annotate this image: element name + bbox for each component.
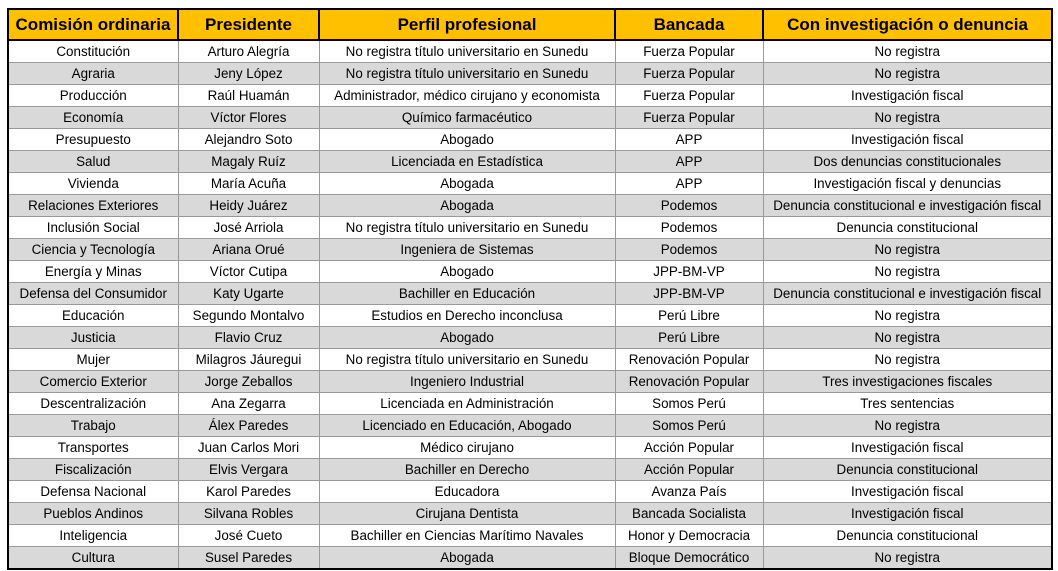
cell-investigation[interactable]: Investigación fiscal bbox=[763, 129, 1052, 151]
cell-commission[interactable]: Inteligencia bbox=[8, 525, 178, 547]
cell-profile[interactable]: No registra título universitario en Sunedu bbox=[319, 40, 615, 63]
cell-commission[interactable]: Pueblos Andinos bbox=[8, 503, 178, 525]
table-row bbox=[8, 371, 1052, 393]
table-row bbox=[8, 437, 1052, 459]
cell-party[interactable]: APP bbox=[615, 173, 763, 195]
cell-investigation[interactable]: Investigación fiscal bbox=[763, 85, 1052, 107]
cell-president[interactable]: Jeny López bbox=[178, 63, 319, 85]
cell-party[interactable]: Fuerza Popular bbox=[615, 107, 763, 129]
cell-party[interactable]: Fuerza Popular bbox=[615, 63, 763, 85]
table-row bbox=[8, 239, 1052, 261]
cell-profile[interactable]: Licenciada en Estadística bbox=[319, 151, 615, 173]
cell-president[interactable]: Víctor Flores bbox=[178, 107, 319, 129]
table-row bbox=[8, 195, 1052, 217]
cell-president[interactable]: Víctor Cutipa bbox=[178, 261, 319, 283]
cell-president[interactable]: Arturo Alegría bbox=[178, 40, 319, 63]
cell-party[interactable]: Acción Popular bbox=[615, 437, 763, 459]
table-row bbox=[8, 129, 1052, 151]
cell-commission[interactable]: Transportes bbox=[8, 437, 178, 459]
header-row bbox=[8, 9, 1052, 40]
cell-commission[interactable]: Inclusión Social bbox=[8, 217, 178, 239]
cell-investigation[interactable]: Denuncia constitucional e investigación fiscal bbox=[763, 195, 1052, 217]
committees-table-container bbox=[7, 8, 1051, 570]
cell-party[interactable]: Perú Libre bbox=[615, 327, 763, 349]
cell-commission[interactable]: Salud bbox=[8, 151, 178, 173]
table-row bbox=[8, 151, 1052, 173]
table-row bbox=[8, 63, 1052, 85]
table-row bbox=[8, 459, 1052, 481]
cell-president[interactable]: Katy Ugarte bbox=[178, 283, 319, 305]
cell-party[interactable]: APP bbox=[615, 151, 763, 173]
cell-party[interactable]: Bloque Democrático bbox=[615, 547, 763, 570]
cell-investigation[interactable]: Denuncia constitucional e investigación fiscal bbox=[763, 283, 1052, 305]
cell-investigation[interactable]: Tres sentencias bbox=[763, 393, 1052, 415]
cell-party[interactable]: Acción Popular bbox=[615, 459, 763, 481]
cell-president[interactable]: Ariana Orué bbox=[178, 239, 319, 261]
cell-party[interactable]: Podemos bbox=[615, 239, 763, 261]
cell-investigation[interactable]: No registra bbox=[763, 349, 1052, 371]
cell-investigation[interactable]: No registra bbox=[763, 40, 1052, 63]
cell-profile[interactable]: Abogada bbox=[319, 195, 615, 217]
header-party[interactable]: Bancada bbox=[615, 9, 763, 40]
cell-profile[interactable]: No registra título universitario en Sunedu bbox=[319, 63, 615, 85]
cell-commission[interactable]: Justicia bbox=[8, 327, 178, 349]
cell-profile[interactable]: Licenciado en Educación, Abogado bbox=[319, 415, 615, 437]
cell-investigation[interactable]: Denuncia constitucional bbox=[763, 525, 1052, 547]
cell-profile[interactable]: Educadora bbox=[319, 481, 615, 503]
committees-table bbox=[7, 8, 1053, 570]
cell-president[interactable]: Elvis Vergara bbox=[178, 459, 319, 481]
table-row bbox=[8, 85, 1052, 107]
cell-commission[interactable]: Descentralización bbox=[8, 393, 178, 415]
cell-profile[interactable]: Administrador, médico cirujano y economista bbox=[319, 85, 615, 107]
cell-commission[interactable]: Producción bbox=[8, 85, 178, 107]
cell-party[interactable]: Podemos bbox=[615, 217, 763, 239]
cell-commission[interactable]: Ciencia y Tecnología bbox=[8, 239, 178, 261]
cell-profile[interactable]: Abogado bbox=[319, 261, 615, 283]
cell-profile[interactable]: Abogada bbox=[319, 173, 615, 195]
cell-investigation[interactable]: Tres investigaciones fiscales bbox=[763, 371, 1052, 393]
table-row bbox=[8, 327, 1052, 349]
cell-president[interactable]: Ana Zegarra bbox=[178, 393, 319, 415]
cell-party[interactable]: Honor y Democracia bbox=[615, 525, 763, 547]
cell-president[interactable]: María Acuña bbox=[178, 173, 319, 195]
cell-party[interactable]: Avanza País bbox=[615, 481, 763, 503]
table-row bbox=[8, 393, 1052, 415]
cell-profile[interactable]: Médico cirujano bbox=[319, 437, 615, 459]
cell-profile[interactable]: Abogado bbox=[319, 129, 615, 151]
table-row bbox=[8, 415, 1052, 437]
cell-commission[interactable]: Relaciones Exteriores bbox=[8, 195, 178, 217]
cell-profile[interactable]: Ingeniero Industrial bbox=[319, 371, 615, 393]
cell-profile[interactable]: Estudios en Derecho inconclusa bbox=[319, 305, 615, 327]
cell-commission[interactable]: Trabajo bbox=[8, 415, 178, 437]
cell-investigation[interactable]: Investigación fiscal bbox=[763, 503, 1052, 525]
cell-profile[interactable]: Abogada bbox=[319, 547, 615, 570]
cell-profile[interactable]: Bachiller en Derecho bbox=[319, 459, 615, 481]
cell-party[interactable]: Somos Perú bbox=[615, 415, 763, 437]
cell-investigation[interactable]: No registra bbox=[763, 305, 1052, 327]
cell-party[interactable]: Fuerza Popular bbox=[615, 40, 763, 63]
cell-president[interactable]: Juan Carlos Mori bbox=[178, 437, 319, 459]
cell-party[interactable]: Fuerza Popular bbox=[615, 85, 763, 107]
table-row bbox=[8, 217, 1052, 239]
cell-commission[interactable]: Presupuesto bbox=[8, 129, 178, 151]
cell-president[interactable]: Silvana Robles bbox=[178, 503, 319, 525]
table-row bbox=[8, 283, 1052, 305]
cell-commission[interactable]: Economía bbox=[8, 107, 178, 129]
cell-president[interactable]: Alejandro Soto bbox=[178, 129, 319, 151]
table-row bbox=[8, 525, 1052, 547]
cell-investigation[interactable]: Dos denuncias constitucionales bbox=[763, 151, 1052, 173]
table-row bbox=[8, 305, 1052, 327]
header-investigation[interactable]: Con investigación o denuncia bbox=[763, 9, 1052, 40]
cell-president[interactable]: José Cueto bbox=[178, 525, 319, 547]
cell-profile[interactable]: Abogado bbox=[319, 327, 615, 349]
cell-commission[interactable]: Educación bbox=[8, 305, 178, 327]
cell-investigation[interactable]: No registra bbox=[763, 107, 1052, 129]
cell-party[interactable]: Somos Perú bbox=[615, 393, 763, 415]
cell-profile[interactable]: Cirujana Dentista bbox=[319, 503, 615, 525]
cell-commission[interactable]: Defensa del Consumidor bbox=[8, 283, 178, 305]
table-row bbox=[8, 173, 1052, 195]
cell-investigation[interactable]: No registra bbox=[763, 415, 1052, 437]
cell-profile[interactable]: No registra título universitario en Sunedu bbox=[319, 349, 615, 371]
cell-investigation[interactable]: Denuncia constitucional bbox=[763, 459, 1052, 481]
cell-investigation[interactable]: Investigación fiscal bbox=[763, 481, 1052, 503]
cell-president[interactable]: Raúl Huamán bbox=[178, 85, 319, 107]
cell-president[interactable]: Susel Paredes bbox=[178, 547, 319, 570]
cell-profile[interactable]: Bachiller en Ciencias Marítimo Navales bbox=[319, 525, 615, 547]
cell-commission[interactable]: Energía y Minas bbox=[8, 261, 178, 283]
cell-president[interactable]: Milagros Jáuregui bbox=[178, 349, 319, 371]
cell-party[interactable]: JPP-BM-VP bbox=[615, 283, 763, 305]
cell-party[interactable]: Renovación Popular bbox=[615, 371, 763, 393]
table-row bbox=[8, 261, 1052, 283]
cell-commission[interactable]: Defensa Nacional bbox=[8, 481, 178, 503]
cell-investigation[interactable]: No registra bbox=[763, 547, 1052, 570]
cell-investigation[interactable]: No registra bbox=[763, 239, 1052, 261]
cell-profile[interactable]: No registra título universitario en Sunedu bbox=[319, 217, 615, 239]
cell-commission[interactable]: Constitución bbox=[8, 40, 178, 63]
cell-president[interactable]: Karol Paredes bbox=[178, 481, 319, 503]
cell-party[interactable]: APP bbox=[615, 129, 763, 151]
cell-party[interactable]: Perú Libre bbox=[615, 305, 763, 327]
cell-president[interactable]: José Arriola bbox=[178, 217, 319, 239]
cell-commission[interactable]: Comercio Exterior bbox=[8, 371, 178, 393]
header-commission[interactable]: Comisión ordinaria bbox=[8, 9, 178, 40]
table-row bbox=[8, 107, 1052, 129]
cell-president[interactable]: Segundo Montalvo bbox=[178, 305, 319, 327]
header-president[interactable]: Presidente bbox=[178, 9, 319, 40]
table-row bbox=[8, 349, 1052, 371]
table-body bbox=[8, 40, 1052, 569]
cell-investigation[interactable]: Investigación fiscal y denuncias bbox=[763, 173, 1052, 195]
cell-commission[interactable]: Mujer bbox=[8, 349, 178, 371]
cell-president[interactable]: Álex Paredes bbox=[178, 415, 319, 437]
table-row bbox=[8, 503, 1052, 525]
cell-commission[interactable]: Cultura bbox=[8, 547, 178, 570]
cell-president[interactable]: Jorge Zeballos bbox=[178, 371, 319, 393]
header-profile[interactable]: Perfil profesional bbox=[319, 9, 615, 40]
table-row bbox=[8, 481, 1052, 503]
table-row bbox=[8, 40, 1052, 63]
cell-party[interactable]: Bancada Socialista bbox=[615, 503, 763, 525]
cell-party[interactable]: Renovación Popular bbox=[615, 349, 763, 371]
cell-commission[interactable]: Vivienda bbox=[8, 173, 178, 195]
cell-investigation[interactable]: No registra bbox=[763, 327, 1052, 349]
cell-commission[interactable]: Fiscalización bbox=[8, 459, 178, 481]
cell-investigation[interactable]: Investigación fiscal bbox=[763, 437, 1052, 459]
cell-profile[interactable]: Bachiller en Educación bbox=[319, 283, 615, 305]
cell-investigation[interactable]: No registra bbox=[763, 261, 1052, 283]
cell-president[interactable]: Heidy Juárez bbox=[178, 195, 319, 217]
cell-commission[interactable]: Agraria bbox=[8, 63, 178, 85]
table-row bbox=[8, 547, 1052, 570]
cell-party[interactable]: JPP-BM-VP bbox=[615, 261, 763, 283]
cell-profile[interactable]: Químico farmacéutico bbox=[319, 107, 615, 129]
cell-president[interactable]: Magaly Ruíz bbox=[178, 151, 319, 173]
cell-investigation[interactable]: No registra bbox=[763, 63, 1052, 85]
cell-president[interactable]: Flavio Cruz bbox=[178, 327, 319, 349]
cell-profile[interactable]: Ingeniera de Sistemas bbox=[319, 239, 615, 261]
cell-profile[interactable]: Licenciada en Administración bbox=[319, 393, 615, 415]
cell-party[interactable]: Podemos bbox=[615, 195, 763, 217]
cell-investigation[interactable]: Denuncia constitucional bbox=[763, 217, 1052, 239]
